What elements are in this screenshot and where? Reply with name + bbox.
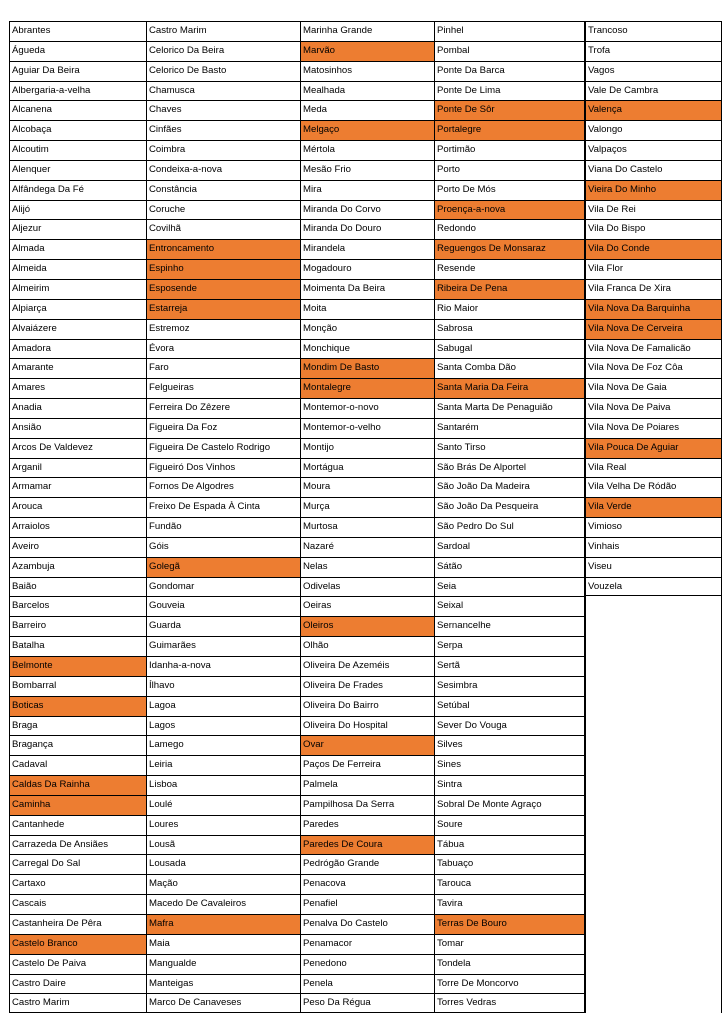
table-cell: Coruche [147,200,300,220]
table-cell: Penamacor [301,934,434,954]
table-cell-highlighted: Terras De Bouro [435,914,584,934]
table-cell: Castelo De Paiva [10,954,146,974]
table-cell: Alcobaça [10,120,146,140]
table-cell: Torres Vedras [435,993,584,1013]
table-cell: Valongo [586,120,721,140]
table-cell: Covilhã [147,219,300,239]
table-cell: Cascais [10,894,146,914]
table-cell: Pinhel [435,21,584,41]
table-cell: Tavira [435,894,584,914]
table-cell: Azambuja [10,557,146,577]
table-cell: Cartaxo [10,874,146,894]
table-cell: Mação [147,874,300,894]
table-cell: Matosinhos [301,61,434,81]
table-cell: Tarouca [435,874,584,894]
table-cell: São João Da Madeira [435,477,584,497]
table-cell: Cantanhede [10,815,146,835]
table-cell: Pedrógão Grande [301,854,434,874]
table-cell: Armamar [10,477,146,497]
table-cell: Pombal [435,41,584,61]
table-cell: Lagos [147,716,300,736]
table-cell-highlighted: Esposende [147,279,300,299]
table-cell: Sardoal [435,537,584,557]
table-cell: Santa Marta De Penaguião [435,398,584,418]
table-cell-highlighted: Vila Pouca De Aguiar [586,438,721,458]
table-cell: São João Da Pesqueira [435,497,584,517]
table-cell: Ansião [10,418,146,438]
table-cell: Moita [301,299,434,319]
table-cell: Manteigas [147,974,300,994]
table-cell: Maia [147,934,300,954]
table-cell: Chaves [147,100,300,120]
table-cell: Montijo [301,438,434,458]
table-cell: Pampilhosa Da Serra [301,795,434,815]
table-cell: Peso Da Régua [301,993,434,1013]
table-cell: Oliveira De Azeméis [301,656,434,676]
table-cell: Portimão [435,140,584,160]
table-cell: Palmela [301,775,434,795]
table-cell-highlighted: Castelo Branco [10,934,146,954]
table-cell: Sesimbra [435,676,584,696]
table-cell: Abrantes [10,21,146,41]
table-cell: Tomar [435,934,584,954]
table-cell-highlighted: Ribeira De Pena [435,279,584,299]
table-cell: Fundão [147,517,300,537]
table-cell: Almeirim [10,279,146,299]
table-cell: Sátão [435,557,584,577]
table-cell: Monchique [301,339,434,359]
table-cell: Figueira Da Foz [147,418,300,438]
table-cell-highlighted: Estarreja [147,299,300,319]
table-cell: Tabuaço [435,854,584,874]
table-cell: Bragança [10,735,146,755]
table-cell: Moimenta Da Beira [301,279,434,299]
table-cell: Almeida [10,259,146,279]
table-cell: Guimarães [147,636,300,656]
table-cell: Sabugal [435,339,584,359]
table-cell-highlighted: Mafra [147,914,300,934]
table-cell: Redondo [435,219,584,239]
table-cell-highlighted: Oleiros [301,616,434,636]
table-cell: São Brás De Alportel [435,458,584,478]
table-cell: Lamego [147,735,300,755]
table-cell: Ferreira Do Zêzere [147,398,300,418]
table-cell: Gondomar [147,577,300,597]
table-cell: Aljezur [10,219,146,239]
table-cell: Vila Flor [586,259,721,279]
table-cell: Sobral De Monte Agraço [435,795,584,815]
table-cell: Oeiras [301,596,434,616]
table-cell: Trancoso [586,21,721,41]
table-cell: Amarante [10,358,146,378]
table-cell-highlighted: Caminha [10,795,146,815]
table-cell: Santa Comba Dão [435,358,584,378]
table-cell: Castro Marim [10,993,146,1013]
table-cell-highlighted: Caldas Da Rainha [10,775,146,795]
table-cell: Vouzela [586,577,721,597]
table-cell: Faro [147,358,300,378]
table-cell: Tondela [435,954,584,974]
table-cell: São Pedro Do Sul [435,517,584,537]
table-cell: Moura [301,477,434,497]
table-cell-highlighted: Belmonte [10,656,146,676]
table-cell: Vila Real [586,458,721,478]
table-cell: Lisboa [147,775,300,795]
table-cell: Leiria [147,755,300,775]
table-cell: Santo Tirso [435,438,584,458]
table-cell: Porto De Mós [435,180,584,200]
table-cell: Loulé [147,795,300,815]
table-cell: Celorico De Basto [147,61,300,81]
table-cell: Mogadouro [301,259,434,279]
table-cell: Miranda Do Corvo [301,200,434,220]
table-cell: Figueira De Castelo Rodrigo [147,438,300,458]
table-cell: Gouveia [147,596,300,616]
table-cell: Guarda [147,616,300,636]
table-cell: Meda [301,100,434,120]
table-cell: Nazaré [301,537,434,557]
table-cell: Castro Marim [147,21,300,41]
table-cell: Vimioso [586,517,721,537]
table-cell: Macedo De Cavaleiros [147,894,300,914]
table-cell-highlighted: Proença-a-nova [435,200,584,220]
table-cell: Penafiel [301,894,434,914]
table-column-1 [9,21,146,1013]
table-cell: Tábua [435,835,584,855]
table-cell: Monção [301,319,434,339]
table-cell-highlighted: Golegã [147,557,300,577]
table-cell: Lousã [147,835,300,855]
table-cell-highlighted: Vila Do Conde [586,239,721,259]
table-cell: Sines [435,755,584,775]
table-cell: Penela [301,974,434,994]
table-cell: Loures [147,815,300,835]
table-cell: Mesão Frio [301,160,434,180]
table-cell: Silves [435,735,584,755]
table-cell: Albergaria-a-velha [10,81,146,101]
table-cell-highlighted: Marvão [301,41,434,61]
table-column-5 [585,21,722,1013]
table-cell-highlighted: Paredes De Coura [301,835,434,855]
table-cell: Fornos De Algodres [147,477,300,497]
table-cell: Valpaços [586,140,721,160]
table-cell: Viseu [586,557,721,577]
table-cell-highlighted: Espinho [147,259,300,279]
table-cell: Vila Nova De Foz Côa [586,358,721,378]
table-cell: Sernancelhe [435,616,584,636]
table-cell: Nelas [301,557,434,577]
table-cell: Carregal Do Sal [10,854,146,874]
table-cell: Alvaiázere [10,319,146,339]
table-cell: Vila Nova De Poiares [586,418,721,438]
table-cell: Ponte Da Barca [435,61,584,81]
table-cell: Mira [301,180,434,200]
table-cell: Vagos [586,61,721,81]
table-cell: Vila Franca De Xira [586,279,721,299]
table-cell-highlighted: Entroncamento [147,239,300,259]
table-cell: Vila Velha De Ródão [586,477,721,497]
table-cell: Amares [10,378,146,398]
table-cell: Sertã [435,656,584,676]
table-cell: Setúbal [435,696,584,716]
table-cell: Trofa [586,41,721,61]
table-cell: Arganil [10,458,146,478]
table-cell: Penalva Do Castelo [301,914,434,934]
table-cell: Oliveira Do Hospital [301,716,434,736]
table-cell: Bombarral [10,676,146,696]
table-cell-highlighted: Vila Verde [586,497,721,517]
table-cell: Seia [435,577,584,597]
table-cell: Penedono [301,954,434,974]
table-column-3 [300,21,434,1013]
table-cell: Porto [435,160,584,180]
table-cell: Sintra [435,775,584,795]
table-cell-highlighted: Reguengos De Monsaraz [435,239,584,259]
table-cell: Almada [10,239,146,259]
table-cell: Vila Nova De Gaia [586,378,721,398]
table-cell: Chamusca [147,81,300,101]
table-cell: Alcoutim [10,140,146,160]
table-cell: Barcelos [10,596,146,616]
table-cell: Vila De Rei [586,200,721,220]
table-cell: Penacova [301,874,434,894]
table-cell: Seixal [435,596,584,616]
table-column-2 [146,21,300,1013]
table-cell: Évora [147,339,300,359]
table-cell: Vale De Cambra [586,81,721,101]
table-cell: Felgueiras [147,378,300,398]
table-cell-highlighted: Vila Nova Da Barquinha [586,299,721,319]
table-cell-highlighted: Melgaço [301,120,434,140]
table-cell: Castanheira De Pêra [10,914,146,934]
table-cell: Aguiar Da Beira [10,61,146,81]
table-cell: Celorico Da Beira [147,41,300,61]
table-cell: Viana Do Castelo [586,160,721,180]
table-column-4 [434,21,585,1013]
table-cell: Vila Do Bispo [586,219,721,239]
table-cell: Odivelas [301,577,434,597]
table-cell: Águeda [10,41,146,61]
table-cell: Alenquer [10,160,146,180]
table-cell: Baião [10,577,146,597]
table-cell: Mortágua [301,458,434,478]
table-cell: Alpiarça [10,299,146,319]
table-cell: Sever Do Vouga [435,716,584,736]
table-cell: Paços De Ferreira [301,755,434,775]
table-cell: Ílhavo [147,676,300,696]
table-cell: Carrazeda De Ansiães [10,835,146,855]
municipality-table [9,21,722,1013]
table-cell: Arouca [10,497,146,517]
table-cell: Sabrosa [435,319,584,339]
table-cell: Alcanena [10,100,146,120]
table-cell: Oliveira Do Bairro [301,696,434,716]
table-cell: Marinha Grande [301,21,434,41]
table-cell: Braga [10,716,146,736]
table-cell-highlighted: Santa Maria Da Feira [435,378,584,398]
table-cell: Barreiro [10,616,146,636]
table-cell: Lagoa [147,696,300,716]
table-cell: Vinhais [586,537,721,557]
table-cell: Condeixa-a-nova [147,160,300,180]
table-cell: Vila Nova De Paiva [586,398,721,418]
table-cell: Miranda Do Douro [301,219,434,239]
table-cell-highlighted: Valença [586,100,721,120]
table-cell: Alijó [10,200,146,220]
table-cell: Murça [301,497,434,517]
table-cell: Amadora [10,339,146,359]
table-cell-highlighted: Portalegre [435,120,584,140]
table-cell-highlighted: Vieira Do Minho [586,180,721,200]
table-cell: Arcos De Valdevez [10,438,146,458]
table-cell: Freixo De Espada À Cinta [147,497,300,517]
table-cell-highlighted: Boticas [10,696,146,716]
table-cell-highlighted: Mondim De Basto [301,358,434,378]
table-cell: Mértola [301,140,434,160]
table-cell: Ponte De Lima [435,81,584,101]
table-cell: Serpa [435,636,584,656]
table-cell: Montemor-o-velho [301,418,434,438]
table-cell: Murtosa [301,517,434,537]
table-cell: Montemor-o-novo [301,398,434,418]
table-cell: Santarém [435,418,584,438]
table-cell: Mirandela [301,239,434,259]
table-cell: Soure [435,815,584,835]
table-cell: Estremoz [147,319,300,339]
table-cell: Idanha-a-nova [147,656,300,676]
table-cell: Lousada [147,854,300,874]
table-cell: Batalha [10,636,146,656]
table-cell: Figueiró Dos Vinhos [147,458,300,478]
table-cell: Aveiro [10,537,146,557]
table-cell: Marco De Canaveses [147,993,300,1013]
table-cell: Olhão [301,636,434,656]
table-cell: Constância [147,180,300,200]
table-cell: Oliveira De Frades [301,676,434,696]
table-cell: Mealhada [301,81,434,101]
table-cell: Cadaval [10,755,146,775]
table-cell: Alfândega Da Fé [10,180,146,200]
table-cell: Rio Maior [435,299,584,319]
table-cell: Arraiolos [10,517,146,537]
table-cell-highlighted: Vila Nova De Cerveira [586,319,721,339]
table-cell: Góis [147,537,300,557]
table-cell: Anadia [10,398,146,418]
table-cell: Mangualde [147,954,300,974]
table-cell: Cinfães [147,120,300,140]
table-cell: Coimbra [147,140,300,160]
table-cell: Vila Nova De Famalicão [586,339,721,359]
table-cell: Resende [435,259,584,279]
table-cell-highlighted: Ovar [301,735,434,755]
table-cell: Castro Daire [10,974,146,994]
table-cell: Paredes [301,815,434,835]
table-cell-highlighted: Ponte De Sôr [435,100,584,120]
table-cell: Torre De Moncorvo [435,974,584,994]
table-cell-highlighted: Montalegre [301,378,434,398]
